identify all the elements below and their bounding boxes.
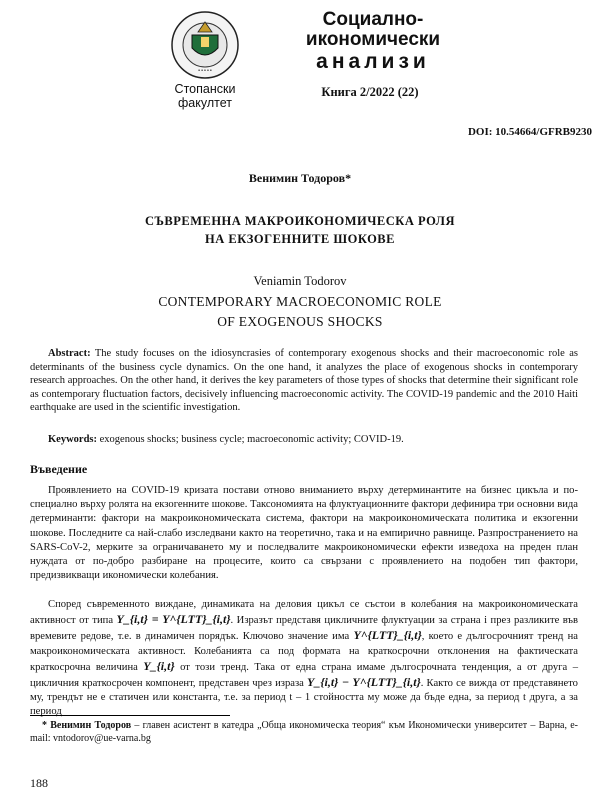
p2-text-d: от този тренд. Така от една страна имаме дългосрочната тенденция, а от друга – цикличния краткосрочен компонент, представен чрез израза: [30, 661, 578, 690]
keywords-paragraph: [30, 433, 578, 447]
title-bg-line-1: СЪВРЕМЕННА МАКРОИКОНОМИЧЕСКА РОЛЯ: [144, 214, 456, 228]
journal-header: [0, 0, 600, 130]
faculty-line-1: Стопански: [174, 82, 236, 96]
page-number: 188: [30, 776, 48, 790]
equation-4: Y_{i,t} − Y^{LTT}_{i,t}: [307, 675, 421, 690]
university-seal-logo: [170, 10, 240, 80]
journal-title-line-2: икономически: [305, 29, 441, 50]
equation-1: Y_{i,t} = Y^{LTT}_{i,t}: [116, 612, 231, 627]
intro-paragraph-2: [30, 598, 578, 720]
p2-text-a: Според съвременното виждане, динамиката на деловия цикъл се състои в колебания на макроикономическата активност от типа: [30, 599, 578, 627]
doi-label[interactable]: DOI: 10.54664/GFRB9230: [467, 126, 592, 138]
journal-title: [288, 10, 458, 74]
title-en: [0, 292, 600, 332]
title-en-line-1: CONTEMPORARY MACROECONOMIC ROLE: [158, 294, 442, 309]
abstract-paragraph: [30, 347, 578, 415]
footnote-text: – главен асистент в катедра „Обща икономическа теория“ към Икономически университет – Варна, e-mail: vntodorov@ue-varna.bg: [30, 720, 579, 744]
journal-title-line-1: Социално-: [322, 9, 424, 30]
title-bg: [0, 212, 600, 248]
p2-text-c: , което е дългосрочният тренд на макроикономическата активност. Колебанията са под формата на краткосрочни отклонения на фактическата краткосрочна величина: [30, 631, 578, 673]
faculty-line-2: факултет: [178, 96, 232, 110]
author-en: Veniamin Todorov: [253, 274, 347, 288]
p2-text-b: . Изразът представя цикличните флуктуации за страна i през разликите във времевите редове, т.е. в динамичен порядък. Ключово значение има: [30, 615, 579, 643]
issue-label: Книга 2/2022 (22): [321, 85, 419, 99]
footnote-divider: [30, 715, 230, 716]
intro-paragraph-1: Проявлението на COVID-19 кризата постави отново вниманието върху детерминантите на бизнес цикъла и по-специално върху ролята на екзогенните шокове. Таксономията на флуктуационните фактори дефинира три основни вида детерминанти: фактори на макроикономическата система, фактори на макроикономическата политика и екзогенни шокове. Последните са най-слабо изследвани както на теоретично, така и на емпирично равнище. Разпространението на SARS-CoV-2, мерките за ограничаването му и последвалите макроикономически ефекти изведоха на преден план нуждата от по-добро разбиране на процесите, които са свързани с проявлението на подобен тип фактори, предизвикващи икономически колебания.: [30, 485, 578, 582]
p2-text-e: . Както се вижда от представянето му, трендът не е статичен или константа, т.е. за период t – 1 стойността му може да бъде една, за период t друга, а за период: [30, 678, 578, 718]
title-bg-line-2: НА ЕКЗОГЕННИТЕ ШОКОВЕ: [205, 232, 395, 246]
equation-2: Y^{LTT}_{i,t}: [353, 628, 422, 643]
footnote-label: * Венимин Тодоров: [42, 720, 132, 731]
author-bg: Венимин Тодоров*: [248, 171, 352, 185]
faculty-label: [150, 82, 260, 110]
footnote: [30, 719, 578, 745]
keywords-label: Keywords:: [48, 434, 97, 445]
intro-heading: Въведение: [30, 462, 88, 476]
svg-text:•••••: •••••: [197, 68, 213, 74]
equation-3: Y_{i,t}: [143, 658, 175, 673]
journal-title-line-3: анализи: [316, 50, 430, 73]
abstract-text: The study focuses on the idiosyncrasies of contemporary exogenous shocks and their macroeconomic role as determinants of the business cycle dynamics. On the one hand, it analyzes the place of exogenous shocks in contemporary research approaches. On the other hand, it derives the key parameters of those types of shocks that determine their significant role as contemporary fluctuation factors, decisively influencing macroeconomic activity. The COVID-19 pandemic and the 2010 Haiti earthquake are used in the scientific investigation.: [30, 348, 579, 414]
abstract-label: Abstract:: [48, 348, 91, 359]
keywords-text: exogenous shocks; business cycle; macroeconomic activity; COVID-19.: [99, 434, 404, 445]
title-en-line-2: OF EXOGENOUS SHOCKS: [217, 314, 383, 329]
